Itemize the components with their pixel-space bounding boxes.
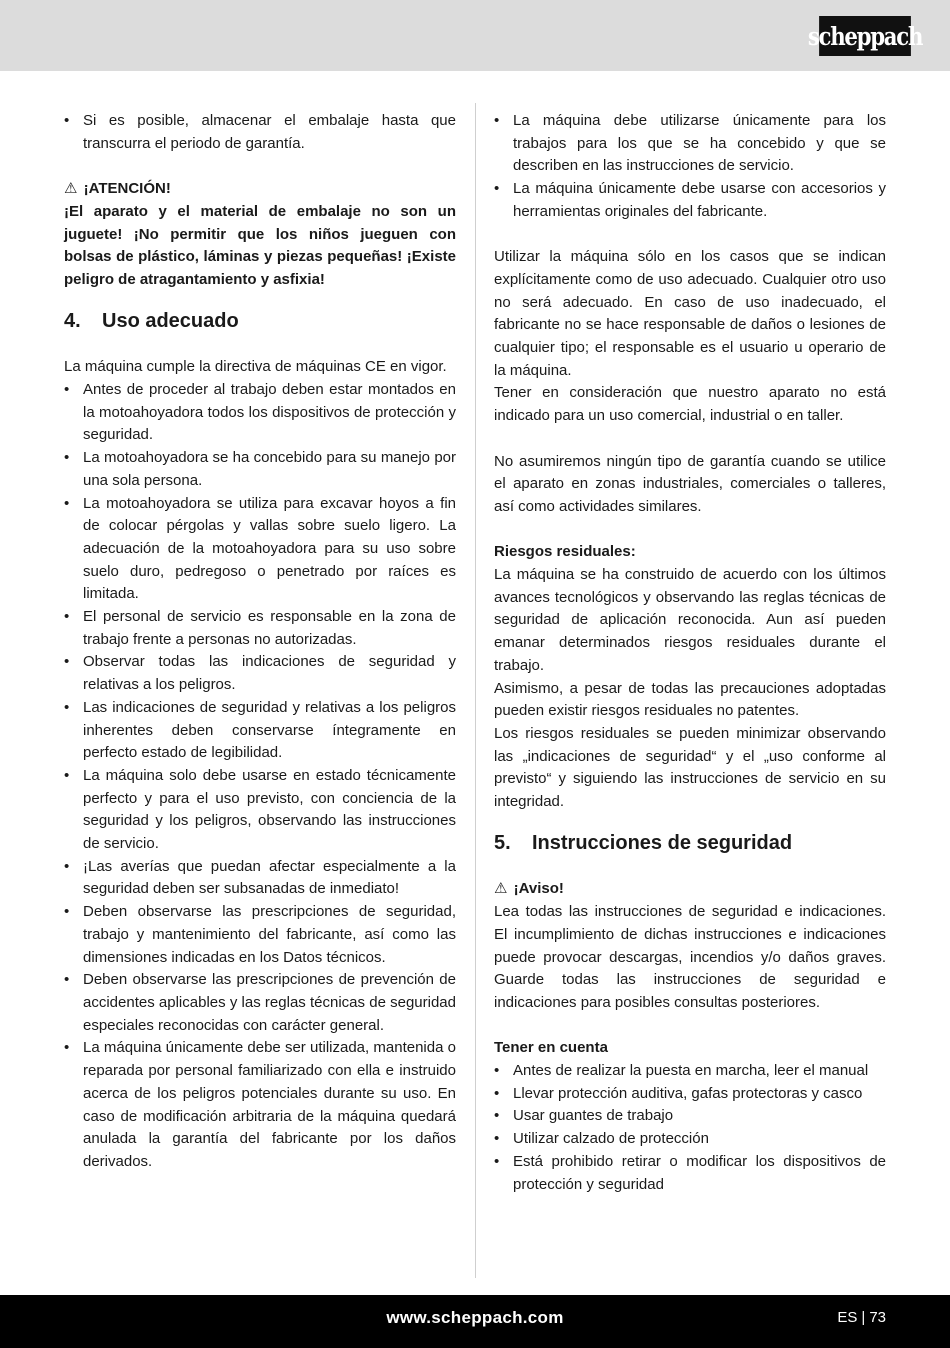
header-band <box>0 0 950 71</box>
intro-list <box>64 110 456 155</box>
list-item: • La máquina debe utilizarse únicamente para los trabajos para los que se ha concebido y que se describen en las instrucciones de servicio. <box>494 110 886 178</box>
list-item: • Llevar protección auditiva, gafas protectoras y casco <box>494 1083 886 1106</box>
column-divider <box>475 103 476 1278</box>
aviso-title: ¡Aviso! <box>513 880 564 898</box>
list-item: • La máquina únicamente debe ser utilizada, mantenida o reparada por personal familiarizado con ella e instruido acerca de los peligros potenciales durante su uso. En caso de modificación arbitraria de la máquina quedará anulada la garantía del fabricante por los daños derivados. <box>64 1037 456 1173</box>
page-separator: | <box>861 1309 866 1326</box>
section-5-number: 5. <box>494 831 511 854</box>
warning-title: ¡ATENCIÓN! <box>83 180 171 198</box>
page-number: 73 <box>869 1309 886 1326</box>
list-item: • La máquina solo debe usarse en estado técnicamente perfecto y para el uso previsto, con conciencia de la seguridad y los peligros, observando las instrucciones de servicio. <box>64 765 456 856</box>
list-item: • Observar todas las indicaciones de seguridad y relativas a los peligros. <box>64 651 456 696</box>
residual-risks-paragraph: La máquina se ha construido de acuerdo con los últimos avances tecnológicos y observando las reglas técnicas de seguridad de aplicación reconocida. Aun así pueden emanar determinados riesgos residuales durante el trabajo. <box>494 566 886 674</box>
list-item: • La máquina únicamente debe usarse con accesorios y herramientas originales del fabricante. <box>494 178 886 223</box>
residual-risks-paragraph: Los riesgos residuales se pueden minimizar observando las „indicaciones de seguridad“ y el „uso conforme al previsto“ y siguiendo las instrucciones de servicio en su integridad. <box>494 724 886 811</box>
right-column <box>494 110 886 1196</box>
list-item: • Está prohibido retirar o modificar los dispositivos de protección y seguridad <box>494 1151 886 1196</box>
residual-risks-heading: Riesgos residuales: <box>494 543 636 561</box>
list-item: • Si es posible, almacenar el embalaje hasta que transcurra el periodo de garantía. <box>64 110 456 155</box>
list-item: • La motoahoyadora se utiliza para excavar hoyos a fin de colocar pérgolas y vallas sobre suelo ligero. La adecuación de la motoahoyadora para su uso sobre suelo duro, pedregoso o penetrado por raíces es limitada. <box>64 493 456 607</box>
section-4-title: Uso adecuado <box>102 309 239 332</box>
aviso-text: Lea todas las instrucciones de seguridad e indicaciones. El incumplimiento de dichas instrucciones e indicaciones puede provocar descargas, incendios y/o daños graves. Guarde todas las instrucciones de seguridad e indicaciones para posibles consultas posteriores. <box>494 903 886 1011</box>
left-column <box>64 110 456 1174</box>
list-item: • Deben observarse las prescripciones de seguridad, trabajo y mantenimiento del fabricante, así como las dimensiones indicadas en los Datos técnicos. <box>64 901 456 969</box>
usage-list <box>494 110 886 224</box>
list-item: • La motoahoyadora se ha concebido para su manejo por una sola persona. <box>64 447 456 492</box>
residual-risks-paragraph: Asimismo, a pesar de todas las precauciones adoptadas pueden existir riesgos residuales no patentes. <box>494 679 886 720</box>
usage-paragraph: Utilizar la máquina sólo en los casos que se indican explícitamente como de uso adecuado. Cualquier otro uso no será adecuado. En caso de uso inadecuado, el fabricante no se hace responsable de daños o lesiones de cualquier tipo; el responsable es el usuario u operario de la máquina. <box>494 248 886 379</box>
usage-paragraph: Tener en consideración que nuestro aparato no está indicado para un uso comercial, industrial o en taller. <box>494 384 886 425</box>
list-item: • Usar guantes de trabajo <box>494 1105 886 1128</box>
section-4-number: 4. <box>64 309 81 332</box>
list-item: • El personal de servicio es responsable en la zona de trabajo frente a personas no autorizadas. <box>64 606 456 651</box>
warning-text: ¡El aparato y el material de embalaje no son un juguete! ¡No permitir que los niños jueguen con bolsas de plástico, láminas y piezas pequeñas! ¡Existe peligro de atragantamiento y asfixia! <box>64 202 456 288</box>
page-indicator <box>837 1309 886 1326</box>
list-item: • Antes de realizar la puesta en marcha, leer el manual <box>494 1060 886 1083</box>
section-4-heading <box>64 308 456 334</box>
brand-logo: scheppach <box>819 16 911 56</box>
note-heading: Tener en cuenta <box>494 1039 608 1057</box>
section-4-intro: La máquina cumple la directiva de máquinas CE en vigor. <box>64 358 447 376</box>
warning-icon: ⚠ <box>64 180 78 198</box>
website-link[interactable]: www.scheppach.com <box>386 1308 564 1327</box>
aviso-heading <box>494 878 886 901</box>
list-item: • Utilizar calzado de protección <box>494 1128 886 1151</box>
language-code: ES <box>837 1309 858 1326</box>
list-item: • Las indicaciones de seguridad y relativas a los peligros inherentes deben conservarse íntegramente en perfecto estado de legibilidad. <box>64 697 456 765</box>
section-5-heading <box>494 830 886 856</box>
footer-bar <box>0 1295 950 1348</box>
section-5-title: Instrucciones de seguridad <box>532 831 793 854</box>
section-4-list <box>64 379 456 1174</box>
list-item: • ¡Las averías que puedan afectar especialmente a la seguridad deben ser subsanadas de inmediato! <box>64 856 456 901</box>
list-item: • Antes de proceder al trabajo deben estar montados en la motoahoyadora todos los dispositivos de protección y seguridad. <box>64 379 456 447</box>
warranty-paragraph: No asumiremos ningún tipo de garantía cuando se utilice el aparato en zonas industriales, comerciales o talleres, así como actividades similares. <box>494 452 886 515</box>
list-item: • Deben observarse las prescripciones de prevención de accidentes aplicables y las reglas técnicas de seguridad especiales reconocidas con carácter general. <box>64 969 456 1037</box>
note-list <box>494 1060 886 1196</box>
warning-heading <box>64 178 456 201</box>
warning-icon: ⚠ <box>494 880 508 898</box>
